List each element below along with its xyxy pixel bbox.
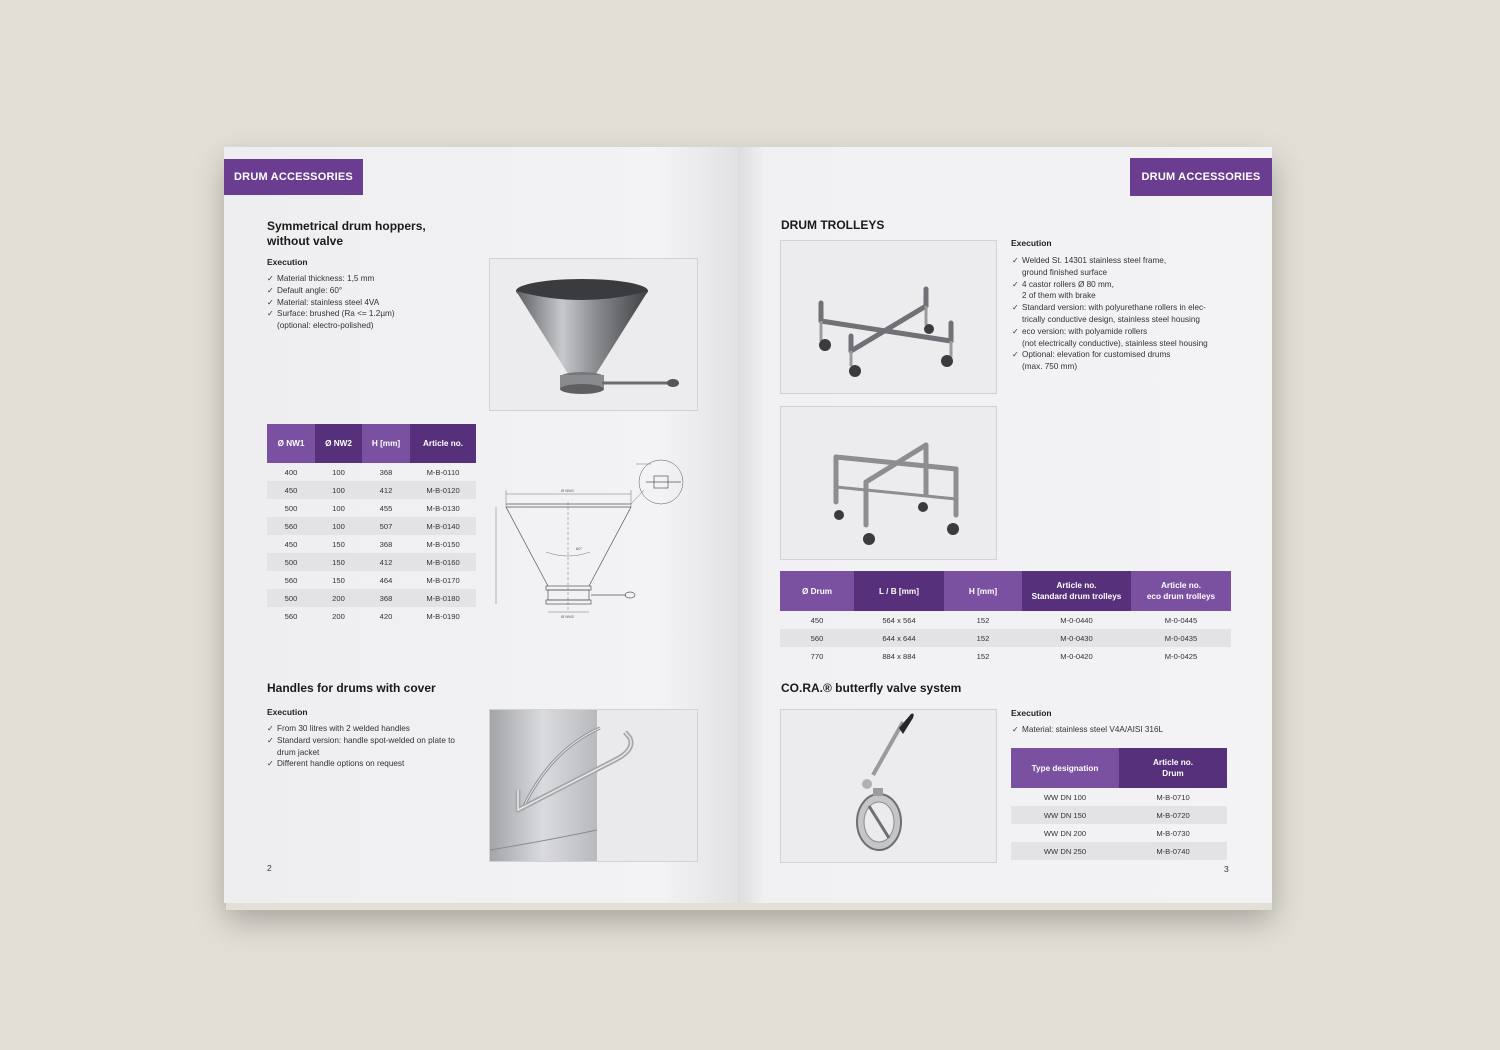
handles-execution-label: Execution [267,707,308,717]
svg-text:Ø NW2: Ø NW2 [561,614,575,619]
table-cell: 464 [379,575,393,585]
table-cell: M-B-0160 [410,553,476,571]
list-item-cont: (max. 750 mm) [1022,362,1078,372]
table-cell: M-0-0445 [1164,615,1198,625]
list-item-cont: 2 of them with brake [1022,291,1096,301]
table-cell: 420 [379,611,393,621]
page-number: 3 [1224,864,1229,874]
table-cell: M-B-0180 [410,589,476,607]
list-item: ✓ Material: stainless steel V4A/AISI 316L [1012,724,1247,736]
hoppers-title [267,219,426,249]
trolleys-table [780,571,1231,665]
table-cell: WW DN 250 [1011,842,1119,860]
table-cell: M-B-0730 [1156,828,1190,838]
table-cell: WW DN 150 [1011,806,1119,824]
table-header [1119,748,1227,788]
table-cell: 455 [379,503,393,513]
table-cell: 368 [362,589,410,607]
header-line1: Article no. [1056,581,1097,590]
table-cell: 560 [780,629,854,647]
handle-image [489,709,698,862]
table-cell: 560 [267,517,315,535]
list-item-text: Standard version: handle spot-welded on plate to [277,735,455,745]
table-cell: 100 [332,503,345,513]
hoppers-title-line2: without valve [267,234,344,248]
page-number: 2 [267,863,272,873]
valve-table [1011,748,1227,860]
hopper-image [489,258,698,411]
table-cell: M-B-0140 [410,517,476,535]
list-item [267,735,477,759]
table-header: Article no. [410,424,476,463]
table-cell: 500 [267,589,315,607]
table-cell: WW DN 100 [1043,792,1087,802]
table-cell: 100 [315,517,362,535]
table-cell: 150 [332,575,345,585]
hoppers-execution-label: Execution [267,257,308,267]
handles-execution-list [267,723,477,770]
table-cell: M-B-0130 [426,503,460,513]
list-item-cont: ground finished surface [1022,267,1108,277]
table-cell: 500 [284,503,298,513]
header-line2: Drum [1162,769,1184,778]
list-item: ✓ Standard version: with polyurethane rollers in elec- [1012,302,1247,314]
section-tag: DRUM ACCESSORIES [1130,158,1272,196]
list-item: ✓ 4 castor rollers Ø 80 mm, [1012,279,1247,291]
table-cell: WW DN 200 [1043,828,1087,838]
table-cell: 507 [362,517,410,535]
table-cell: 450 [267,481,315,499]
list-item: ✓ eco version: with polyamide rollers [1012,326,1247,338]
table-cell: 560 [284,611,298,621]
table-cell: M-B-0190 [426,611,460,621]
valve-execution-label: Execution [1011,708,1052,718]
list-item: ✓ Different handle options on request [267,758,477,770]
hoppers-execution-list [267,273,467,332]
table-cell: M-0-0430 [1022,629,1131,647]
header-line1: Article no. [1152,758,1194,767]
list-item: ✓ Optional: elevation for customised drums [1012,349,1247,361]
table-cell: 150 [332,539,345,549]
svg-text:Ø NW1: Ø NW1 [561,488,575,493]
table-cell: 368 [379,467,393,477]
table-cell: 152 [976,651,990,661]
table-cell: 450 [284,539,298,549]
header-line2: eco drum trolleys [1146,592,1216,601]
table-cell: M-0-0440 [1060,615,1093,625]
table-cell: M-B-0170 [426,575,460,585]
table-cell: 560 [284,575,298,585]
hoppers-table [267,424,476,625]
table-cell: 152 [944,629,1022,647]
header-line2: Standard drum trolleys [1031,592,1122,601]
table-cell: M-0-0425 [1164,651,1198,661]
table-header: L / B [mm] [854,571,944,611]
trolley-image-eco [780,406,997,560]
table-cell: 500 [267,553,315,571]
table-cell: 644 x 644 [854,629,944,647]
list-item: ✓ Material thickness: 1,5 mm [267,273,467,285]
table-cell: 100 [332,467,345,477]
table-cell: M-B-0150 [426,539,460,549]
table-header: H [mm] [362,424,410,463]
handles-title: Handles for drums with cover [267,681,436,695]
table-cell: 200 [315,589,362,607]
table-header: Ø Drum [780,571,854,611]
table-cell: M-B-0720 [1119,806,1227,824]
list-item: ✓ Material: stainless steel 4VA [267,297,467,309]
trolley-image-standard [780,240,997,394]
list-item-note: (optional: electro-polished) [277,321,374,331]
list-item: ✓ Welded St. 14301 stainless steel frame, [1012,255,1247,267]
table-cell: M-0-0435 [1131,629,1231,647]
table-header [1022,571,1131,611]
trolleys-title: DRUM TROLLEYS [781,218,885,232]
valve-title: CO.RA.® butterfly valve system [781,681,962,695]
list-item: ✓ From 30 litres with 2 welded handles [267,723,477,735]
table-cell: 368 [379,539,393,549]
list-item-text: Surface: brushed (Ra <= 1.2µm) [277,309,395,319]
table-cell: 564 x 564 [882,615,916,625]
list-item-cont: (not electrically conductive), stainless steel housing [1022,338,1208,348]
table-cell: 200 [332,611,345,621]
section-tag: DRUM ACCESSORIES [224,159,363,195]
svg-text:60°: 60° [576,546,583,551]
table-header: Ø NW1 [267,424,315,463]
list-item-cont: drum jacket [277,747,320,757]
right-page [738,147,1272,903]
table-cell: M-B-0740 [1119,842,1227,860]
trolleys-execution-label: Execution [1011,238,1052,248]
table-cell: 100 [315,481,362,499]
list-item-cont: trically conductive design, stainless steel housing [1022,314,1200,324]
list-item: ✓ Default angle: 60° [267,285,467,297]
hopper-technical-drawing [486,452,701,632]
list-item [267,308,467,332]
left-page [224,147,738,903]
table-cell: M-B-0710 [1156,792,1190,802]
table-cell: 770 [810,651,824,661]
table-header: Type designation [1011,748,1119,788]
table-cell: M-0-0420 [1060,651,1093,661]
hoppers-title-line1: Symmetrical drum hoppers, [267,219,426,233]
table-cell: 150 [315,553,362,571]
header-line1: Article no. [1160,581,1202,590]
table-cell: M-B-0120 [410,481,476,499]
trolleys-execution-list [1012,255,1247,373]
table-header: H [mm] [944,571,1022,611]
table-header [1131,571,1231,611]
table-cell: 412 [362,553,410,571]
table-cell: 152 [976,615,990,625]
table-cell: 450 [810,615,824,625]
table-cell: 412 [362,481,410,499]
table-cell: 884 x 884 [882,651,916,661]
table-cell: 400 [284,467,298,477]
table-cell: M-B-0110 [426,467,460,477]
valve-image [780,709,997,863]
valve-execution-list [1012,724,1247,736]
table-header: Ø NW2 [315,424,362,463]
